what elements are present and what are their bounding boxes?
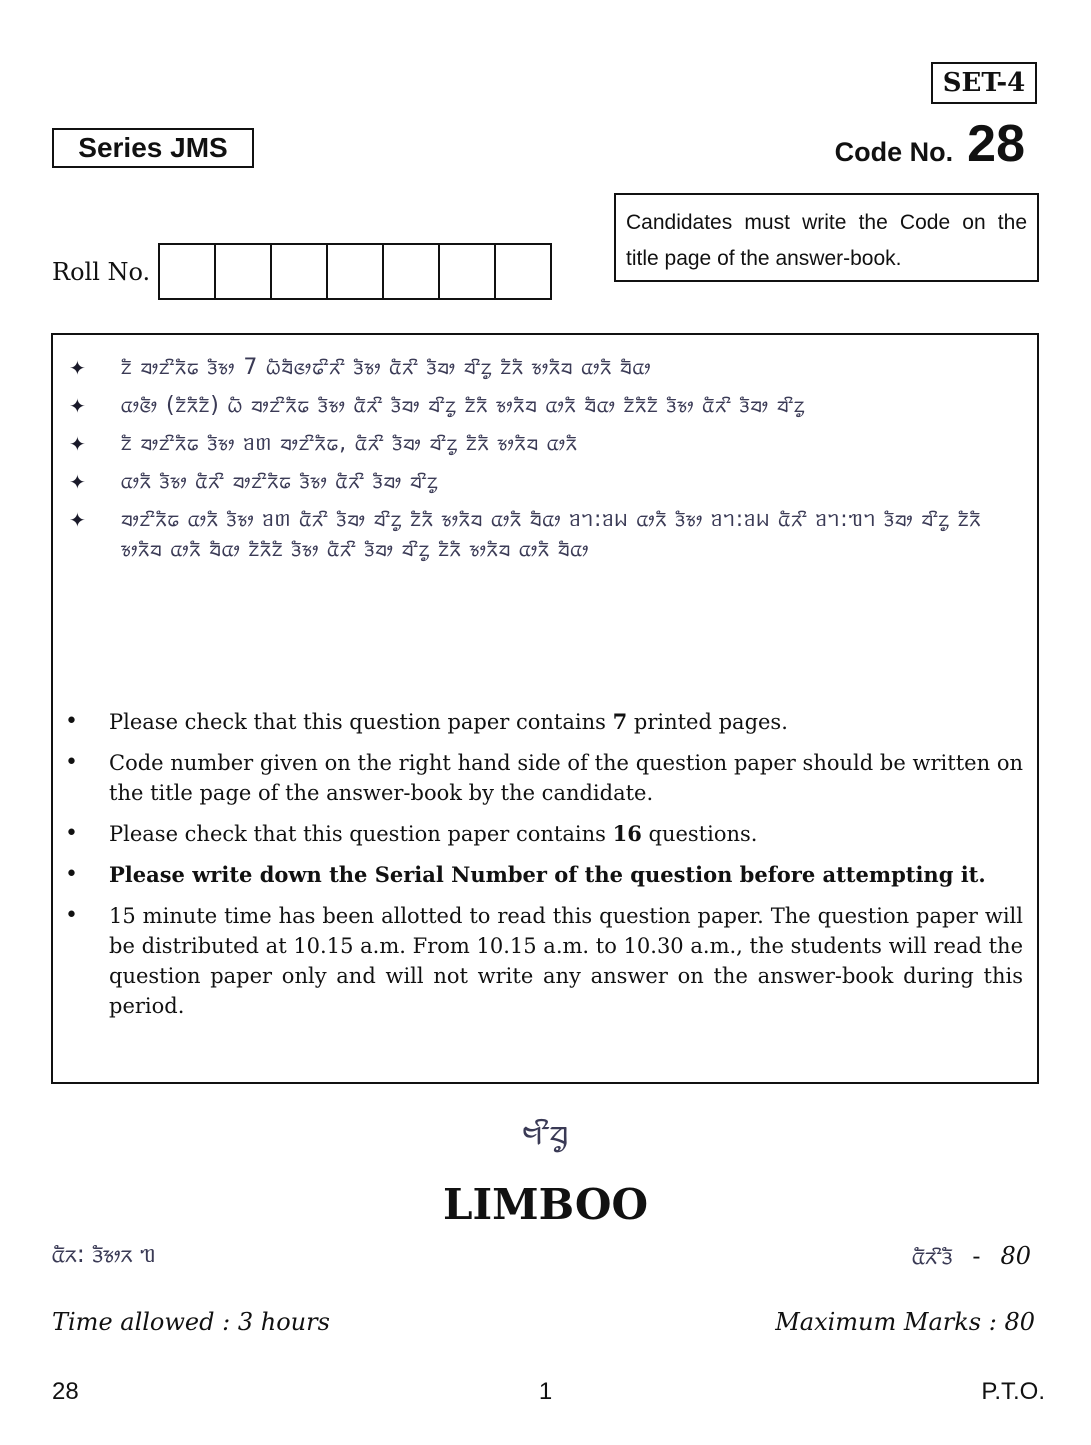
code-label: Code No.: [834, 137, 954, 167]
bullet-icon: •: [65, 750, 78, 775]
limbu-instruction-text: ᤁᤠ ᤔᤣᤁᤡᤖᤠᤒ ᤋᤠᤃᤣ ᥑᥖ ᤔᤣᤁᤡᤖᤠᤒ, ᤂᤠᤖᤡ ᤋᤠᤔᤣ ᤔᤡᤁᤢ ᤁᤠᤖᤠ ᤃᤣᤖᤠᤔ ᤂᤣᤖᤠ: [121, 431, 578, 456]
subject-title: LIMBOO: [442, 1180, 649, 1229]
set-label: SET-4: [931, 62, 1037, 104]
list-item: [63, 901, 1023, 1021]
subject-title-limbu: ᤗᤡᤔᤢ: [522, 1112, 569, 1153]
list-item: [63, 707, 1023, 737]
marks-dash: -: [972, 1242, 981, 1270]
list-item: [63, 748, 1023, 808]
english-instructions: [63, 707, 1023, 1032]
marks-limbu-row: [912, 1242, 1031, 1271]
list-item: [69, 391, 1019, 421]
limbu-instruction-text: ᤔᤣᤁᤡᤖᤠᤒ ᤂᤣᤖᤠ ᤋᤠᤃᤣ ᥑᥖ ᤂᤠᤖᤡ ᤋᤠᤔᤣ ᤔᤡᤁᤢ ᤁᤠᤖᤠ ᤃᤣᤖᤠᤔ ᤂᤣᤖᤠ ᤔᤠᤂᤣ ᥑᥐ:ᥑᥕ ᤂᤣᤖᤠ ᤋᤠᤃᤣ ᥑᥐ:ᥑᥕ ᤂᤠᤖᤡ ᥑᥐ:ᥓᥐ ᤋᤠᤔᤣ ᤔᤡᤁᤢ ᤁᤠᤖᤠ ᤃᤣᤖᤠᤔ ᤂᤣᤖᤠ ᤔᤠᤂᤣ ᤁᤠᤖᤠᤁᤠ ᤋᤠᤃᤣ ᤂᤠᤖᤡ ᤋᤠᤔᤣ ᤔᤡᤁᤢ ᤁᤠᤖᤠ ᤃᤣᤖᤠᤔ ᤂᤣᤖᤠ ᤔᤠᤂᤣ: [121, 507, 982, 562]
limbu-instruction-text: ᤂᤣᤜᤠᤣ (ᤁᤠᤖᤠᤁᤠ) ᤐᤠ ᤔᤣᤁᤡᤖᤠᤒ ᤋᤠᤃᤣ ᤂᤠᤖᤡ ᤋᤠᤔᤣ ᤔᤡᤁᤢ ᤁᤠᤖᤠ ᤃᤣᤖᤠᤔ ᤂᤣᤖᤠ ᤔᤠᤂᤣ ᤁᤠᤖᤠᤁᤠ ᤋᤠᤃᤣ ᤂᤠᤖᤡ ᤋᤠᤔᤣ ᤔᤡᤁᤢ: [121, 393, 806, 418]
list-item: [63, 819, 1023, 849]
roll-label: Roll No.: [52, 258, 151, 286]
bullet-icon: •: [65, 821, 78, 846]
instruction-pages: Please check that this question paper contains 7 printed pages.: [109, 709, 788, 734]
roll-cell[interactable]: [272, 245, 328, 298]
instructions-box: [51, 333, 1039, 1084]
instruction-reading-time: 15 minute time has been allotted to read this question paper. The question paper will be distributed at 10.15 a.m. From 10.15 a.m. to 10.30 a.m., the students will read the question paper only and will not write any answer on the answer-book during this period.: [109, 904, 1023, 1018]
roll-cell[interactable]: [384, 245, 440, 298]
roll-cell[interactable]: [440, 245, 496, 298]
maximum-marks: Maximum Marks : 80: [775, 1308, 1035, 1336]
list-item: [69, 505, 1019, 565]
list-item: [69, 429, 1019, 459]
diamond-bullet-icon: ✦: [69, 356, 86, 380]
candidate-note: Candidates must write the Code on the title page of the answer-book.: [614, 193, 1039, 282]
bullet-icon: •: [65, 709, 78, 734]
diamond-bullet-icon: ✦: [69, 432, 86, 456]
time-allowed: Time allowed : 3 hours: [52, 1308, 330, 1336]
marks-limbu-label: ᤂᤠᤖᤡᤋᤠ: [912, 1242, 953, 1270]
roll-cell[interactable]: [216, 245, 272, 298]
instruction-questions: Please check that this question paper contains 16 questions.: [109, 821, 758, 846]
diamond-bullet-icon: ✦: [69, 470, 86, 494]
roll-cell[interactable]: [160, 245, 216, 298]
limbu-instructions: [69, 353, 1019, 573]
pto-label: P.T.O.: [981, 1378, 1045, 1405]
page-number: 1: [538, 1378, 553, 1405]
code-number-block: [834, 115, 1025, 173]
diamond-bullet-icon: ✦: [69, 394, 86, 418]
bullet-icon: •: [65, 903, 78, 928]
time-limbu: ᤂᤠᤖ: ᤋᤠᤃᤣᤖ ᥓ: [52, 1240, 156, 1268]
roll-cell[interactable]: [328, 245, 384, 298]
limbu-instruction-text: ᤁᤠ ᤔᤣᤁᤡᤖᤠᤒ ᤋᤠᤃᤣ 7 ᤐᤠᤔᤠᤜᤣᤒᤡᤖᤡ ᤋᤠᤃᤣ ᤂᤠᤖᤡ ᤋᤠᤔᤣ ᤔᤡᤁᤢ ᤁᤠᤖᤠ ᤃᤣᤖᤠᤔ ᤂᤣᤖᤠ ᤔᤠᤂᤣ: [121, 355, 652, 380]
list-item: [63, 860, 1023, 890]
limbu-instruction-text: ᤂᤣᤖᤠ ᤋᤠᤃᤣ ᤂᤠᤖᤡ ᤔᤣᤁᤡᤖᤠᤒ ᤋᤠᤃᤣ ᤂᤠᤖᤡ ᤋᤠᤔᤣ ᤔᤡᤁᤢ: [121, 469, 439, 494]
list-item: [69, 353, 1019, 383]
roll-cell[interactable]: [496, 245, 550, 298]
marks-limbu-value: 80: [1000, 1242, 1031, 1270]
diamond-bullet-icon: ✦: [69, 508, 86, 532]
code-number: 28: [967, 115, 1025, 173]
instruction-serial: Please write down the Serial Number of the question before attempting it.: [109, 862, 986, 887]
series-label: Series JMS: [52, 128, 254, 168]
instruction-code: Code number given on the right hand side of the question paper should be written on the title page of the answer-book by the candidate.: [109, 751, 1023, 805]
footer-code: 28: [52, 1378, 79, 1405]
bullet-icon: •: [65, 862, 78, 887]
list-item: [69, 467, 1019, 497]
roll-number-grid: [158, 243, 552, 300]
